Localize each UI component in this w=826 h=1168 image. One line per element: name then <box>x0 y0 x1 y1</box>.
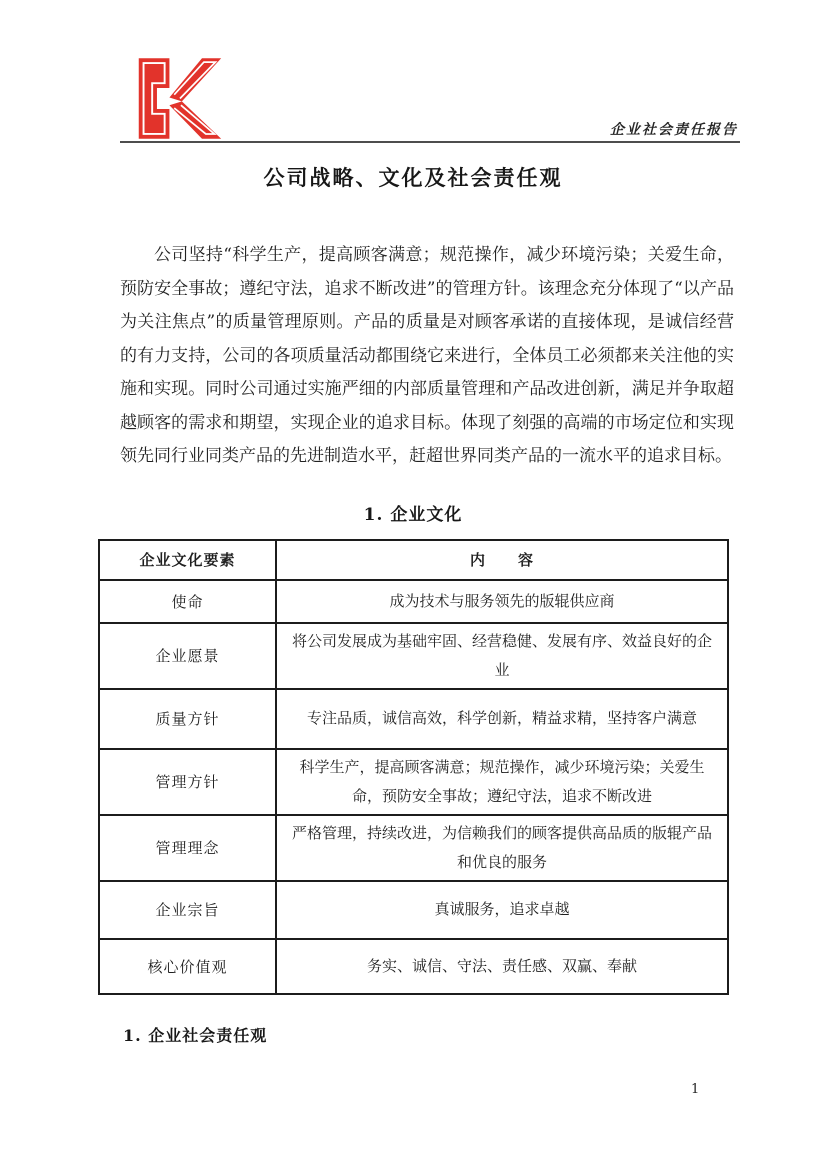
row-label: 企业宗旨 <box>99 881 276 939</box>
row-content: 真诚服务，追求卓越 <box>276 881 728 939</box>
column-header-content: 内 容 <box>276 540 728 580</box>
page-number: 1 <box>691 1082 700 1097</box>
row-content: 务实、诚信、守法、责任感、双赢、奉献 <box>276 939 728 994</box>
table-row <box>99 689 728 749</box>
report-header-label: 企业社会责任报告 <box>610 122 738 138</box>
row-label: 质量方针 <box>99 689 276 749</box>
row-label: 企业愿景 <box>99 623 276 689</box>
table-row <box>99 815 728 881</box>
row-label: 管理理念 <box>99 815 276 881</box>
row-label: 核心价值观 <box>99 939 276 994</box>
page-title: 公司战略、文化及社会责任观 <box>263 165 563 190</box>
page-content <box>0 143 826 1046</box>
row-content: 专注品质，诚信高效，科学创新，精益求精，坚持客户满意 <box>276 689 728 749</box>
table-row <box>99 939 728 994</box>
table-row <box>99 623 728 689</box>
row-content: 将公司发展成为基础牢固、经营稳健、发展有序、效益良好的企业 <box>276 623 728 689</box>
table-header-row <box>99 540 728 580</box>
row-label: 使命 <box>99 580 276 623</box>
table-row <box>99 580 728 623</box>
column-header-element: 企业文化要素 <box>99 540 276 580</box>
row-label: 管理方针 <box>99 749 276 815</box>
k-logo-icon <box>133 55 225 142</box>
section-heading-corporate-culture: 1. 企业文化 <box>363 504 463 525</box>
row-content: 成为技术与服务领先的版辊供应商 <box>276 580 728 623</box>
section-heading-social-responsibility: 1. 企业社会责任观 <box>123 1025 268 1045</box>
row-content: 严格管理，持续改进，为信赖我们的顾客提供高品质的版辊产品和优良的服务 <box>276 815 728 881</box>
row-content: 科学生产，提高顾客满意；规范操作，减少环境污染；关爱生命，预防安全事故；遵纪守法，追求不断改进 <box>276 749 728 815</box>
intro-paragraph: 公司坚持“科学生产，提高顾客满意；规范操作，减少环境污染；关爱生命，预防安全事故；遵纪守法，追求不断改进”的管理方针。该理念充分体现了“以产品为关注焦点”的质量管理原则。产品的质量是对顾客承诺的直接体现，是诚信经营的有力支持，公司的各项质量活动都围绕它来进行，全体员工必须都来关注他的实施和实现。同时公司通过实施严细的内部质量管理和产品改进创新，满足并争取超越顾客的需求和期望，实现企业的追求目标。体现了刻强的高端的市场定位和实现领先同行业同类产品的先进制造水平，赶超世界同类产品的一流水平的追求目标。 <box>120 245 734 466</box>
table-row <box>99 749 728 815</box>
corporate-culture-table <box>98 539 729 995</box>
table-row <box>99 881 728 939</box>
